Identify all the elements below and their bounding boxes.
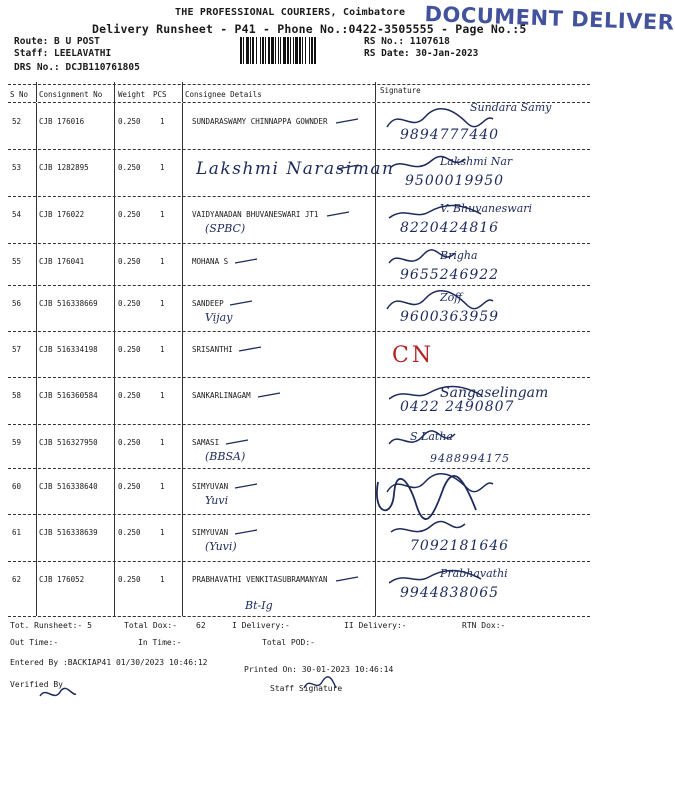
consignment-number: CJB 516338669	[39, 299, 98, 308]
handwritten-note: (SPBC)	[205, 222, 246, 235]
col-divider	[182, 103, 183, 149]
col-divider	[182, 82, 183, 102]
row-separator	[8, 468, 590, 469]
col-divider	[375, 243, 376, 285]
consignee-name: MOHANA S	[192, 257, 229, 266]
row-separator	[8, 196, 590, 197]
i-delivery: I Delivery:-	[232, 621, 290, 630]
col-divider	[182, 149, 183, 196]
row-sno: 55	[12, 257, 22, 266]
col-divider	[182, 331, 183, 377]
route-label: Route: B U POST	[14, 36, 100, 47]
signature-name: V. Bhuvaneswari	[440, 202, 533, 215]
col-divider	[182, 243, 183, 285]
signature-name: S Latha	[410, 430, 453, 443]
pcs-value: 1	[160, 482, 165, 491]
col-divider	[36, 424, 37, 468]
header-top-rule	[8, 84, 590, 85]
col-divider	[36, 243, 37, 285]
staff-signature-mark	[300, 672, 340, 694]
printed-on: Printed On: 30-01-2023 10:46:14	[244, 665, 394, 674]
consignee-name: VAIDYANADAN BHUVANESWARI JT1	[192, 210, 319, 219]
tick-mark	[233, 480, 263, 492]
tick-mark	[233, 526, 263, 538]
handwritten-note: Lakshmi Narasiman	[196, 159, 395, 179]
company-name: THE PROFESSIONAL COURIERS, Coimbatore	[175, 7, 406, 18]
consignee-name: SANDEEP	[192, 299, 224, 308]
tick-mark	[256, 389, 286, 401]
consignment-number: CJB 516327950	[39, 438, 98, 447]
pcs-value: 1	[160, 391, 165, 400]
rtn-dox: RTN Dox:-	[462, 621, 506, 630]
tick-mark	[233, 255, 263, 267]
total-pod: Total POD:-	[262, 638, 315, 647]
tick-mark	[224, 436, 254, 448]
signature-name: Prabhavathi	[440, 567, 508, 580]
col-divider	[36, 82, 37, 102]
document-delivery-stamp: DOCUMENT DELIVER	[424, 2, 675, 35]
drs-number: DRS No.: DCJB110761805	[14, 62, 140, 73]
col-signature: Signature	[380, 86, 421, 95]
col-weight: Weight	[118, 90, 146, 99]
weight-value: 0.250	[118, 210, 141, 219]
consignee-name: SANKARLINAGAM	[192, 391, 251, 400]
total-dox-label: Total Dox:-	[124, 621, 177, 630]
handwritten-note: (BBSA)	[205, 450, 246, 463]
col-divider	[36, 196, 37, 243]
consignment-number: CJB 516334198	[39, 345, 98, 354]
col-divider	[182, 377, 183, 424]
col-consignment: Consignment No	[39, 90, 103, 99]
col-divider	[36, 285, 37, 331]
col-divider	[182, 285, 183, 331]
row-separator	[8, 149, 590, 150]
pcs-value: 1	[160, 210, 165, 219]
weight-value: 0.250	[118, 163, 141, 172]
col-divider	[114, 243, 115, 285]
handwritten-note: Vijay	[205, 311, 233, 324]
col-divider	[36, 468, 37, 514]
pcs-value: 1	[160, 117, 165, 126]
row-separator	[8, 514, 590, 515]
col-divider	[114, 331, 115, 377]
signature-phone: 9500019950	[405, 173, 505, 189]
col-divider	[114, 468, 115, 514]
pcs-value: 1	[160, 575, 165, 584]
consignee-name: SIMYUVAN	[192, 482, 229, 491]
signature-name: CN	[392, 343, 435, 368]
signature-phone: 9600363959	[400, 309, 500, 325]
col-divider	[36, 561, 37, 616]
row-separator	[8, 243, 590, 244]
barcode	[240, 37, 350, 64]
handwritten-note: Bt-Ig	[245, 599, 273, 612]
col-sno: S No	[10, 90, 29, 99]
weight-value: 0.250	[118, 438, 141, 447]
row-sno: 56	[12, 299, 22, 308]
consignment-number: CJB 176052	[39, 575, 85, 584]
col-divider	[375, 561, 376, 616]
pcs-value: 1	[160, 528, 165, 537]
row-sno: 58	[12, 391, 22, 400]
col-divider	[114, 514, 115, 561]
row-separator	[8, 424, 590, 425]
consignee-name: SAMASI	[192, 438, 220, 447]
weight-value: 0.250	[118, 117, 141, 126]
consignee-name: SUNDARASWAMY CHINNAPPA GOWNDER	[192, 117, 328, 126]
rs-date: RS Date: 30-Jan-2023	[364, 48, 479, 59]
signature-name: Zoff	[440, 291, 463, 304]
footer-rule	[8, 616, 590, 617]
col-divider	[375, 82, 376, 102]
row-sno: 54	[12, 210, 22, 219]
consignment-number: CJB 176022	[39, 210, 85, 219]
entered-by: Entered By :BACKIAP41 01/30/2023 10:46:12	[10, 658, 208, 667]
staff-label: Staff: LEELAVATHI	[14, 48, 112, 59]
row-sno: 60	[12, 482, 22, 491]
col-divider	[182, 468, 183, 514]
weight-value: 0.250	[118, 575, 141, 584]
col-divider	[114, 561, 115, 616]
weight-value: 0.250	[118, 391, 141, 400]
col-divider	[375, 377, 376, 424]
pcs-value: 1	[160, 345, 165, 354]
consignment-number: CJB 1282895	[39, 163, 89, 172]
consignment-number: CJB 176041	[39, 257, 85, 266]
row-sno: 52	[12, 117, 22, 126]
col-pcs: PCS	[153, 90, 167, 99]
col-divider	[36, 103, 37, 149]
col-divider	[114, 149, 115, 196]
pcs-value: 1	[160, 257, 165, 266]
col-divider	[182, 196, 183, 243]
tick-mark	[325, 208, 355, 220]
pcs-value: 1	[160, 438, 165, 447]
signature-name: Sundara Samy	[470, 101, 552, 114]
consignee-name: PRABHAVATHI VENKITASUBRAMANYAN	[192, 575, 328, 584]
consignee-name: SIMYUVAN	[192, 528, 229, 537]
row-separator	[8, 561, 590, 562]
verified-by-signature	[38, 684, 78, 704]
tot-runsheet: Tot. Runsheet:- 5	[10, 621, 92, 630]
in-time: In Time:-	[138, 638, 182, 647]
row-separator	[8, 285, 590, 286]
signature-phone: 9944838065	[400, 585, 500, 601]
pcs-value: 1	[160, 299, 165, 308]
col-divider	[36, 514, 37, 561]
col-divider	[375, 424, 376, 468]
col-divider	[182, 424, 183, 468]
tick-mark	[237, 343, 267, 355]
signature-phone: 9488994175	[430, 452, 510, 465]
row-sno: 57	[12, 345, 22, 354]
signature-phone: 7092181646	[410, 538, 510, 554]
out-time: Out Time:-	[10, 638, 59, 647]
weight-value: 0.250	[118, 528, 141, 537]
col-divider	[375, 331, 376, 377]
signature-phone: 8220424816	[400, 220, 500, 236]
col-divider	[114, 196, 115, 243]
handwritten-note: Yuvi	[205, 494, 229, 507]
col-divider	[375, 285, 376, 331]
signature-name: Brigha	[440, 249, 478, 262]
col-divider	[182, 514, 183, 561]
col-divider	[36, 377, 37, 424]
signature-scribble-large	[372, 474, 482, 524]
weight-value: 0.250	[118, 257, 141, 266]
consignee-name: SRISANTHI	[192, 345, 233, 354]
tick-mark	[334, 115, 364, 127]
signature-phone: 9894777440	[400, 127, 500, 143]
row-sno: 59	[12, 438, 22, 447]
verified-by: Verified By	[10, 680, 63, 689]
handwritten-note: (Yuvi)	[205, 540, 237, 553]
col-divider	[375, 103, 376, 149]
total-dox-value: 62	[196, 621, 206, 630]
weight-value: 0.250	[118, 482, 141, 491]
rs-number: RS No.: 1107618	[364, 36, 450, 47]
row-sno: 53	[12, 163, 22, 172]
signature-phone: 0422 2490807	[400, 399, 515, 415]
signature-phone: 9655246922	[400, 267, 500, 283]
row-sno: 61	[12, 528, 22, 537]
col-divider	[36, 331, 37, 377]
ii-delivery: II Delivery:-	[344, 621, 407, 630]
consignment-number: CJB 516338640	[39, 482, 98, 491]
signature-name: Lakshmi Nar	[440, 155, 513, 168]
col-divider	[114, 82, 115, 102]
col-divider	[114, 103, 115, 149]
col-divider	[114, 424, 115, 468]
consignment-number: CJB 516338639	[39, 528, 98, 537]
consignment-number: CJB 176016	[39, 117, 85, 126]
signature-name: Sangaselingam	[440, 385, 549, 401]
consignment-number: CJB 516360584	[39, 391, 98, 400]
weight-value: 0.250	[118, 299, 141, 308]
col-divider	[182, 561, 183, 616]
col-divider	[114, 285, 115, 331]
col-divider	[114, 377, 115, 424]
pcs-value: 1	[160, 163, 165, 172]
row-separator	[8, 377, 590, 378]
row-separator	[8, 331, 590, 332]
weight-value: 0.250	[118, 345, 141, 354]
col-divider	[375, 196, 376, 243]
tick-mark	[334, 573, 364, 585]
col-divider	[36, 149, 37, 196]
row-sno: 62	[12, 575, 22, 584]
col-consignee: Consignee Details	[185, 90, 262, 99]
runsheet-title: Delivery Runsheet - P41 - Phone No.:0422-3505555 - Page No.:5	[92, 22, 527, 36]
staff-signature: Staff Signature	[270, 684, 343, 693]
tick-mark	[228, 297, 258, 309]
